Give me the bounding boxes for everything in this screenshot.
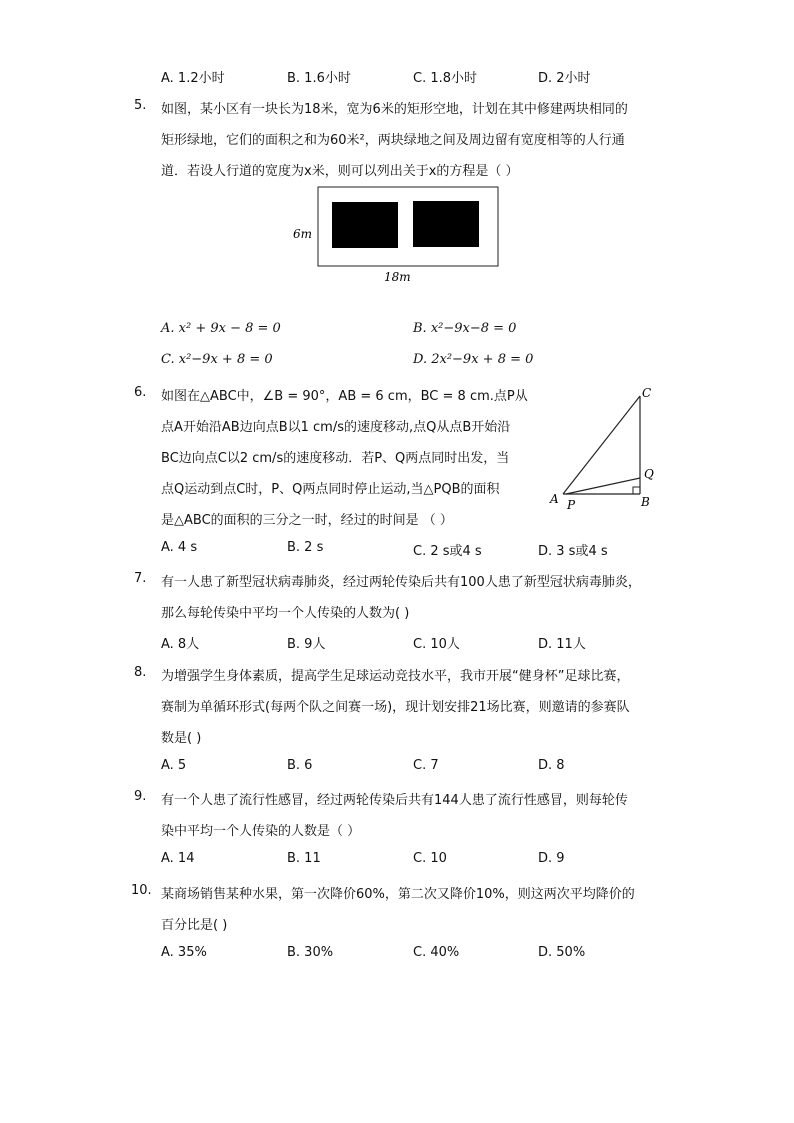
option-a: A. 35% [161,945,207,960]
option-c: C. 10人 [413,637,460,652]
option-c: C. 10 [413,851,447,866]
option-a: A. 4 s [161,540,198,555]
option-b: B. 11 [287,851,321,866]
vertex-a-label: A [550,492,559,506]
width-label: 6m [293,227,313,241]
option-c: C. 40% [413,945,460,960]
option-c: C. x²−9x + 8 = 0 [161,352,273,367]
question-text-line: 那么每轮传染中平均一个人传染的人数为( ) [161,606,410,621]
option-b: B. 6 [287,758,313,773]
right-triangle-figure [545,383,665,513]
option-a: A. 8人 [161,637,200,652]
option-a: A. x² + 9x − 8 = 0 [161,321,281,336]
option-d: D. 50% [538,945,586,960]
option-b: B. 30% [287,945,334,960]
option-d: D. 2x²−9x + 8 = 0 [413,352,534,367]
question-text-line: 是△ABC的面积的三分之一时，经过的时间是 （ ） [161,513,453,528]
question-text-line: 点A开始沿AB边向点B以1 cm/s的速度移动,点Q从点B开始沿 [161,420,511,435]
option-a: A. 1.2小时 [161,71,225,86]
option-b: B. 1.6小时 [287,71,351,86]
side-ac [563,396,640,494]
question-text-line: 染中平均一个人传染的人数是（ ） [161,824,361,839]
segment-pq [566,478,640,494]
option-b: B. 9人 [287,637,326,652]
question-text-line: 百分比是( ) [161,918,228,933]
option-c: C. 2 s或4 s [413,544,482,559]
vertex-b-label: B [641,495,650,509]
right-angle-mark [633,487,640,494]
point-q-label: Q [644,467,654,481]
question-number: 8. [134,665,147,680]
question-text-line: BC边向点C以2 cm/s的速度移动．若P、Q两点同时出发，当 [161,451,510,466]
question-text-line: 有一个人患了流行性感冒，经过两轮传染后共有144人患了流行性感冒，则每轮传 [161,793,628,808]
question-text-line: 数是( ) [161,731,202,746]
question-number: 6. [134,385,147,400]
option-d: D. 11人 [538,637,586,652]
question-text-line: 点Q运动到点C时，P、Q两点同时停止运动,当△PQB的面积 [161,482,500,497]
question-text-line: 有一人患了新型冠状病毒肺炎，经过两轮传染后共有100人患了新型冠状病毒肺炎， [161,575,641,590]
point-p-label: P [567,498,576,512]
option-a: A. 5 [161,758,187,773]
question-number: 7. [134,571,147,586]
question-number: 5. [134,98,147,113]
green-plot-left [332,202,398,248]
option-b: B. 2 s [287,540,324,555]
option-b: B. x²−9x−8 = 0 [413,321,517,336]
option-d: D. 9 [538,851,565,866]
question-text-line: 矩形绿地，它们的面积之和为60米²，两块绿地之间及周边留有宽度相等的人行通 [161,133,625,148]
green-plot-right [413,201,479,247]
question-text-line: 为增强学生身体素质，提高学生足球运动竞技水平，我市开展“健身杯”足球比赛， [161,669,630,684]
option-d: D. 8 [538,758,565,773]
option-c: C. 1.8小时 [413,71,478,86]
vertex-c-label: C [642,386,652,400]
length-label: 18m [384,270,411,284]
question-text-line: 如图，某小区有一块长为18米，宽为6米的矩形空地，计划在其中修建两块相同的 [161,102,628,117]
question-text-line: 道．若设人行道的宽度为x米，则可以列出关于x的方程是（ ） [161,164,519,179]
question-number: 10. [131,883,152,898]
option-c: C. 7 [413,758,439,773]
option-a: A. 14 [161,851,195,866]
question-text-line: 某商场销售某种水果，第一次降价60%，第二次又降价10%，则这两次平均降价的 [161,887,635,902]
question-text-line: 赛制为单循环形式(每两个队之间赛一场)，现计划安排21场比赛，则邀请的参赛队 [161,700,630,715]
question-text-line: 如图在△ABC中，∠B = 90°，AB = 6 cm，BC = 8 cm.点P从 [161,389,528,404]
rectangle-plot-figure [285,183,515,288]
option-d: D. 2小时 [538,71,591,86]
option-d: D. 3 s或4 s [538,544,608,559]
question-number: 9. [134,789,147,804]
